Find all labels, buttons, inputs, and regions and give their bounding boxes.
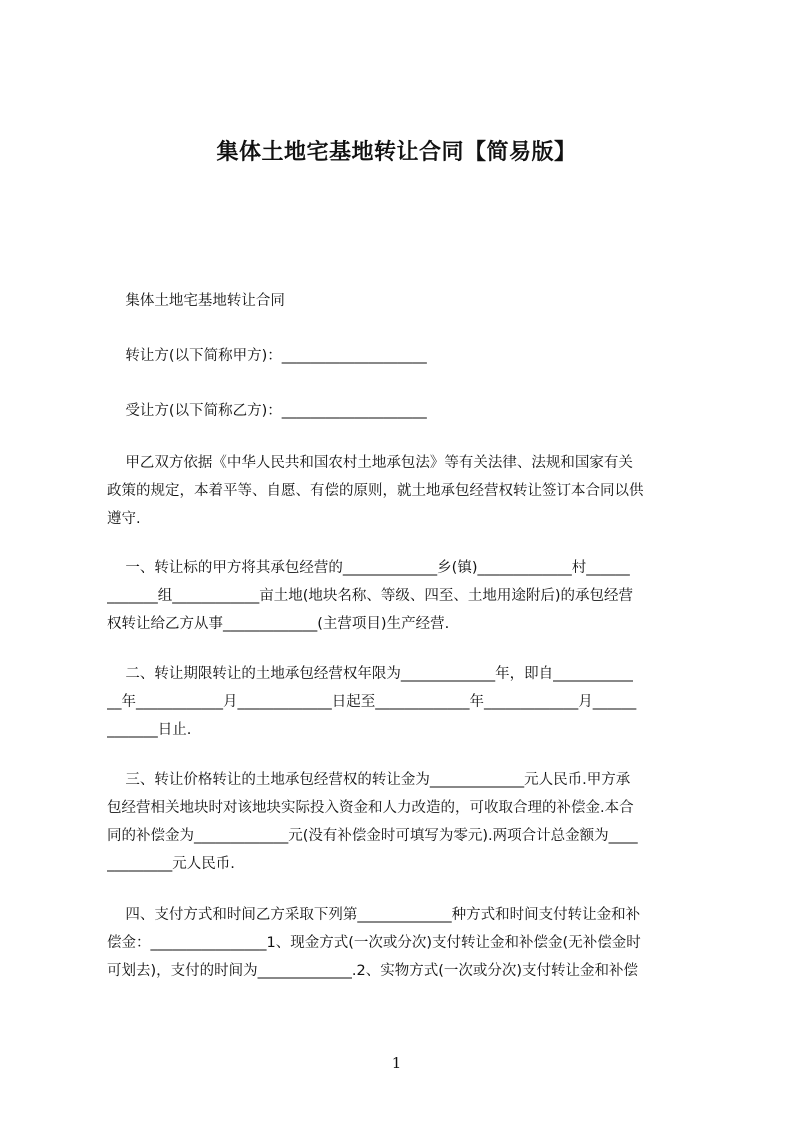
clause-3-line-4: _________元人民币. (107, 856, 235, 872)
paragraph-heading: 集体土地宅基地转让合同 (107, 293, 285, 309)
preamble-line-3: 遵守. (107, 511, 141, 527)
clause-3-line-3: 同的补偿金为_____________元(没有补偿金时可填写为零元).两项合计总金额为____ (107, 828, 638, 844)
preamble-line-1: 甲乙双方依据《中华人民共和国农村土地承包法》等有关法律、法规和国家有关 (107, 455, 633, 471)
preamble-line-2: 政策的规定，本着平等、自愿、有偿的原则，就土地承包经营权转让签订本合同以供 (107, 483, 644, 499)
clause-2-line-1: 二、转让期限转让的土地承包经营权年限为_____________年，即自___________ (107, 666, 633, 682)
document-title: 集体土地宅基地转让合同【简易版】 (216, 140, 577, 165)
clause-2-line-2: __年____________月_____________日起至_____________年_____________月______ (107, 694, 637, 710)
clause-4-line-3: 可划去)，支付的时间为_____________.2、实物方式(一次或分次)支付转让金和补偿 (107, 963, 639, 979)
clause-3-line-1: 三、转让价格转让的土地承包经营权的转让金为_____________元人民币.甲方承 (107, 772, 631, 788)
clause-1-line-1: 一、转让标的甲方将其承包经营的_____________乡(镇)_____________村______ (107, 560, 630, 576)
clause-1-line-2: _______组____________亩土地(地块名称、等级、四至、土地用途附后)的承包经营 (107, 588, 634, 604)
clause-3-line-2: 包经营相关地块时对该地块实际投入资金和人力改造的，可收取合理的补偿金.本合 (107, 800, 634, 816)
clause-1-line-3: 权转让给乙方从事_____________(主营项目)生产经营. (107, 616, 450, 632)
clause-4-line-2: 偿金：________________1、现金方式(一次或分次)支付转让金和补偿金(无补偿金时 (107, 935, 641, 951)
page-number: 1 (391, 1054, 402, 1072)
transferor-field: 转让方(以下简称甲方)：____________________ (107, 348, 427, 364)
transferee-field: 受让方(以下简称乙方)：____________________ (107, 403, 427, 419)
clause-4-line-1: 四、支付方式和时间乙方采取下列第_____________种方式和时间支付转让金和补 (107, 907, 641, 923)
clause-2-line-3: _______日止. (107, 722, 192, 738)
